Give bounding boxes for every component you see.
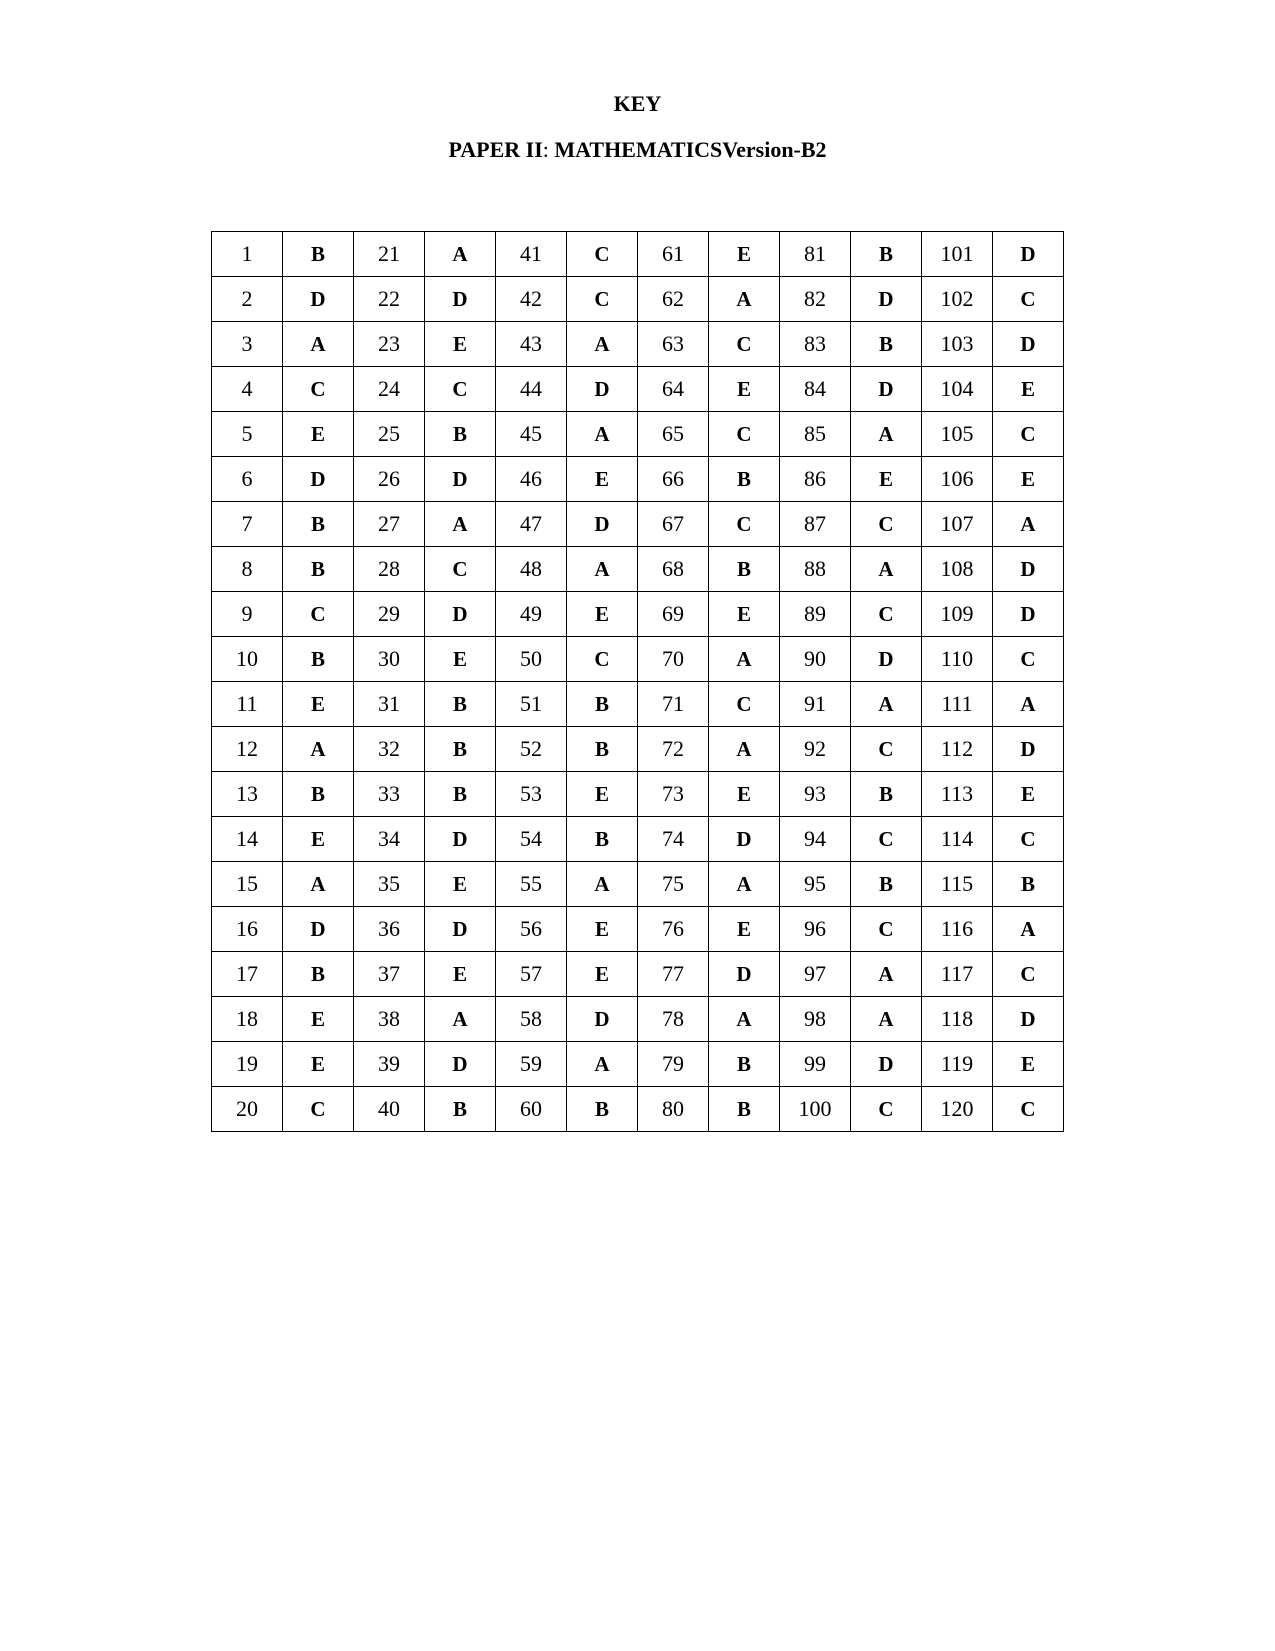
answer-letter: D <box>567 367 638 412</box>
answer-letter: D <box>567 997 638 1042</box>
answer-letter: E <box>283 682 354 727</box>
question-number: 37 <box>354 952 425 997</box>
answer-letter: D <box>993 232 1064 277</box>
answer-letter: E <box>567 907 638 952</box>
question-number: 78 <box>638 997 709 1042</box>
question-number: 74 <box>638 817 709 862</box>
answer-letter: B <box>425 727 496 772</box>
question-number: 42 <box>496 277 567 322</box>
question-number: 45 <box>496 412 567 457</box>
question-number: 117 <box>922 952 993 997</box>
question-number: 96 <box>780 907 851 952</box>
answer-letter: B <box>425 412 496 457</box>
answer-letter: B <box>709 1042 780 1087</box>
answer-letter: C <box>425 367 496 412</box>
question-number: 49 <box>496 592 567 637</box>
answer-key-body <box>212 232 1064 1132</box>
question-number: 31 <box>354 682 425 727</box>
question-number: 8 <box>212 547 283 592</box>
question-number: 70 <box>638 637 709 682</box>
table-row <box>212 772 1064 817</box>
answer-letter: B <box>425 1087 496 1132</box>
answer-letter: D <box>851 367 922 412</box>
table-row <box>212 277 1064 322</box>
answer-letter: C <box>851 1087 922 1132</box>
answer-letter: C <box>567 637 638 682</box>
question-number: 24 <box>354 367 425 412</box>
answer-letter: B <box>567 1087 638 1132</box>
answer-letter: D <box>425 592 496 637</box>
question-number: 116 <box>922 907 993 952</box>
answer-letter: D <box>425 1042 496 1087</box>
question-number: 6 <box>212 457 283 502</box>
answer-letter: E <box>567 952 638 997</box>
table-row <box>212 637 1064 682</box>
question-number: 98 <box>780 997 851 1042</box>
answer-letter: E <box>851 457 922 502</box>
question-number: 2 <box>212 277 283 322</box>
answer-letter: B <box>851 232 922 277</box>
question-number: 82 <box>780 277 851 322</box>
question-number: 75 <box>638 862 709 907</box>
answer-letter: E <box>993 1042 1064 1087</box>
answer-letter: A <box>567 1042 638 1087</box>
answer-letter: E <box>283 997 354 1042</box>
question-number: 48 <box>496 547 567 592</box>
question-number: 54 <box>496 817 567 862</box>
answer-letter: B <box>283 772 354 817</box>
question-number: 102 <box>922 277 993 322</box>
answer-letter: A <box>709 727 780 772</box>
answer-letter: C <box>993 1087 1064 1132</box>
answer-letter: C <box>283 367 354 412</box>
question-number: 50 <box>496 637 567 682</box>
question-number: 44 <box>496 367 567 412</box>
question-number: 15 <box>212 862 283 907</box>
answer-letter: B <box>283 637 354 682</box>
question-number: 11 <box>212 682 283 727</box>
answer-letter: A <box>709 862 780 907</box>
answer-letter: C <box>851 502 922 547</box>
question-number: 84 <box>780 367 851 412</box>
question-number: 17 <box>212 952 283 997</box>
answer-letter: A <box>993 502 1064 547</box>
question-number: 62 <box>638 277 709 322</box>
question-number: 108 <box>922 547 993 592</box>
question-number: 40 <box>354 1087 425 1132</box>
answer-letter: C <box>709 502 780 547</box>
question-number: 109 <box>922 592 993 637</box>
answer-letter: D <box>993 592 1064 637</box>
table-row <box>212 367 1064 412</box>
answer-letter: D <box>993 997 1064 1042</box>
answer-letter: B <box>851 772 922 817</box>
answer-letter: A <box>425 997 496 1042</box>
question-number: 81 <box>780 232 851 277</box>
question-number: 72 <box>638 727 709 772</box>
question-number: 10 <box>212 637 283 682</box>
table-row <box>212 682 1064 727</box>
question-number: 60 <box>496 1087 567 1132</box>
question-number: 66 <box>638 457 709 502</box>
answer-letter: B <box>425 772 496 817</box>
question-number: 21 <box>354 232 425 277</box>
answer-letter: C <box>993 817 1064 862</box>
question-number: 33 <box>354 772 425 817</box>
answer-letter: E <box>709 232 780 277</box>
answer-letter: B <box>709 547 780 592</box>
question-number: 26 <box>354 457 425 502</box>
answer-letter: C <box>851 592 922 637</box>
answer-letter: B <box>283 502 354 547</box>
question-number: 67 <box>638 502 709 547</box>
answer-letter: E <box>283 412 354 457</box>
answer-letter: D <box>993 322 1064 367</box>
question-number: 65 <box>638 412 709 457</box>
answer-letter: C <box>993 952 1064 997</box>
answer-letter: D <box>567 502 638 547</box>
answer-letter: B <box>709 1087 780 1132</box>
paper-separator: : <box>542 137 549 162</box>
answer-letter: A <box>993 682 1064 727</box>
answer-letter: B <box>283 232 354 277</box>
answer-letter: A <box>567 547 638 592</box>
question-number: 105 <box>922 412 993 457</box>
answer-letter: C <box>709 682 780 727</box>
table-row <box>212 502 1064 547</box>
table-row <box>212 322 1064 367</box>
question-number: 3 <box>212 322 283 367</box>
question-number: 118 <box>922 997 993 1042</box>
answer-letter: C <box>851 907 922 952</box>
answer-letter: C <box>993 277 1064 322</box>
question-number: 5 <box>212 412 283 457</box>
question-number: 77 <box>638 952 709 997</box>
answer-letter: E <box>425 637 496 682</box>
answer-letter: E <box>993 772 1064 817</box>
answer-letter: A <box>425 502 496 547</box>
question-number: 1 <box>212 232 283 277</box>
question-number: 79 <box>638 1042 709 1087</box>
answer-letter: D <box>709 817 780 862</box>
question-number: 35 <box>354 862 425 907</box>
table-row <box>212 1087 1064 1132</box>
question-number: 63 <box>638 322 709 367</box>
answer-letter: B <box>993 862 1064 907</box>
question-number: 59 <box>496 1042 567 1087</box>
question-number: 20 <box>212 1087 283 1132</box>
answer-letter: E <box>283 817 354 862</box>
answer-letter: C <box>709 412 780 457</box>
answer-letter: B <box>283 952 354 997</box>
table-row <box>212 952 1064 997</box>
question-number: 36 <box>354 907 425 952</box>
question-number: 92 <box>780 727 851 772</box>
answer-letter: E <box>425 952 496 997</box>
question-number: 100 <box>780 1087 851 1132</box>
question-number: 61 <box>638 232 709 277</box>
table-row <box>212 862 1064 907</box>
answer-letter: A <box>425 232 496 277</box>
answer-letter: C <box>851 727 922 772</box>
answer-letter: B <box>567 817 638 862</box>
question-number: 91 <box>780 682 851 727</box>
question-number: 4 <box>212 367 283 412</box>
answer-letter: A <box>851 547 922 592</box>
question-number: 32 <box>354 727 425 772</box>
answer-letter: A <box>283 862 354 907</box>
answer-letter: B <box>709 457 780 502</box>
answer-letter: D <box>425 457 496 502</box>
answer-letter: D <box>993 547 1064 592</box>
answer-letter: E <box>567 592 638 637</box>
answer-letter: B <box>851 862 922 907</box>
answer-letter: E <box>567 457 638 502</box>
question-number: 41 <box>496 232 567 277</box>
answer-letter: A <box>851 682 922 727</box>
answer-letter: E <box>567 772 638 817</box>
answer-letter: B <box>567 727 638 772</box>
answer-letter: E <box>283 1042 354 1087</box>
question-number: 55 <box>496 862 567 907</box>
answer-letter: E <box>709 907 780 952</box>
question-number: 12 <box>212 727 283 772</box>
answer-letter: B <box>425 682 496 727</box>
table-row <box>212 592 1064 637</box>
question-number: 90 <box>780 637 851 682</box>
question-number: 85 <box>780 412 851 457</box>
question-number: 111 <box>922 682 993 727</box>
question-number: 29 <box>354 592 425 637</box>
answer-letter: E <box>709 592 780 637</box>
question-number: 18 <box>212 997 283 1042</box>
question-number: 101 <box>922 232 993 277</box>
question-number: 9 <box>212 592 283 637</box>
question-number: 76 <box>638 907 709 952</box>
answer-letter: C <box>425 547 496 592</box>
question-number: 38 <box>354 997 425 1042</box>
question-number: 51 <box>496 682 567 727</box>
answer-letter: A <box>709 277 780 322</box>
question-number: 119 <box>922 1042 993 1087</box>
table-row <box>212 1042 1064 1087</box>
table-row <box>212 547 1064 592</box>
answer-letter: C <box>993 637 1064 682</box>
answer-letter: B <box>283 547 354 592</box>
question-number: 93 <box>780 772 851 817</box>
paper-prefix: PAPER II <box>448 137 543 162</box>
question-number: 43 <box>496 322 567 367</box>
answer-letter: A <box>709 637 780 682</box>
table-row <box>212 412 1064 457</box>
answer-letter: A <box>851 412 922 457</box>
answer-letter: A <box>709 997 780 1042</box>
answer-letter: E <box>709 367 780 412</box>
question-number: 46 <box>496 457 567 502</box>
question-number: 69 <box>638 592 709 637</box>
answer-letter: A <box>283 727 354 772</box>
answer-letter: D <box>425 907 496 952</box>
answer-letter: C <box>567 277 638 322</box>
answer-letter: B <box>851 322 922 367</box>
question-number: 58 <box>496 997 567 1042</box>
question-number: 27 <box>354 502 425 547</box>
question-number: 19 <box>212 1042 283 1087</box>
question-number: 23 <box>354 322 425 367</box>
key-title: KEY <box>613 91 662 116</box>
answer-letter: E <box>425 862 496 907</box>
answer-letter: D <box>283 907 354 952</box>
question-number: 30 <box>354 637 425 682</box>
question-number: 113 <box>922 772 993 817</box>
answer-letter: C <box>993 412 1064 457</box>
question-number: 16 <box>212 907 283 952</box>
answer-letter: A <box>851 952 922 997</box>
answer-letter: C <box>283 592 354 637</box>
answer-letter: D <box>283 277 354 322</box>
table-row <box>212 727 1064 772</box>
question-number: 64 <box>638 367 709 412</box>
answer-letter: D <box>851 637 922 682</box>
answer-letter: C <box>851 817 922 862</box>
question-number: 47 <box>496 502 567 547</box>
answer-letter: D <box>851 1042 922 1087</box>
answer-letter: E <box>993 367 1064 412</box>
question-number: 112 <box>922 727 993 772</box>
table-row <box>212 997 1064 1042</box>
question-number: 56 <box>496 907 567 952</box>
answer-letter: D <box>851 277 922 322</box>
question-number: 83 <box>780 322 851 367</box>
question-number: 73 <box>638 772 709 817</box>
question-number: 71 <box>638 682 709 727</box>
question-number: 89 <box>780 592 851 637</box>
answer-letter: D <box>283 457 354 502</box>
question-number: 80 <box>638 1087 709 1132</box>
answer-letter: A <box>567 322 638 367</box>
table-row <box>212 817 1064 862</box>
answer-letter: D <box>709 952 780 997</box>
table-row <box>212 907 1064 952</box>
question-number: 94 <box>780 817 851 862</box>
question-number: 39 <box>354 1042 425 1087</box>
answer-letter: D <box>425 817 496 862</box>
answer-letter: A <box>567 412 638 457</box>
question-number: 87 <box>780 502 851 547</box>
question-number: 28 <box>354 547 425 592</box>
answer-letter: E <box>425 322 496 367</box>
answer-letter: B <box>567 682 638 727</box>
question-number: 86 <box>780 457 851 502</box>
paper-title <box>0 137 1275 163</box>
question-number: 7 <box>212 502 283 547</box>
question-number: 106 <box>922 457 993 502</box>
question-number: 57 <box>496 952 567 997</box>
answer-letter: D <box>425 277 496 322</box>
question-number: 34 <box>354 817 425 862</box>
answer-letter: A <box>567 862 638 907</box>
answer-letter: C <box>283 1087 354 1132</box>
question-number: 53 <box>496 772 567 817</box>
question-number: 110 <box>922 637 993 682</box>
question-number: 68 <box>638 547 709 592</box>
answer-letter: C <box>709 322 780 367</box>
answer-letter: A <box>283 322 354 367</box>
question-number: 120 <box>922 1087 993 1132</box>
question-number: 99 <box>780 1042 851 1087</box>
question-number: 22 <box>354 277 425 322</box>
answer-key-table <box>211 231 1064 1132</box>
question-number: 97 <box>780 952 851 997</box>
paper-subject: MATHEMATICSVersion-B2 <box>548 137 827 162</box>
question-number: 14 <box>212 817 283 862</box>
question-number: 115 <box>922 862 993 907</box>
answer-letter: C <box>567 232 638 277</box>
question-number: 107 <box>922 502 993 547</box>
answer-letter: D <box>993 727 1064 772</box>
question-number: 103 <box>922 322 993 367</box>
question-number: 13 <box>212 772 283 817</box>
question-number: 104 <box>922 367 993 412</box>
answer-letter: E <box>709 772 780 817</box>
question-number: 114 <box>922 817 993 862</box>
question-number: 95 <box>780 862 851 907</box>
question-number: 88 <box>780 547 851 592</box>
table-row <box>212 457 1064 502</box>
question-number: 25 <box>354 412 425 457</box>
answer-letter: A <box>993 907 1064 952</box>
answer-letter: E <box>993 457 1064 502</box>
question-number: 52 <box>496 727 567 772</box>
table-row <box>212 232 1064 277</box>
answer-letter: A <box>851 997 922 1042</box>
